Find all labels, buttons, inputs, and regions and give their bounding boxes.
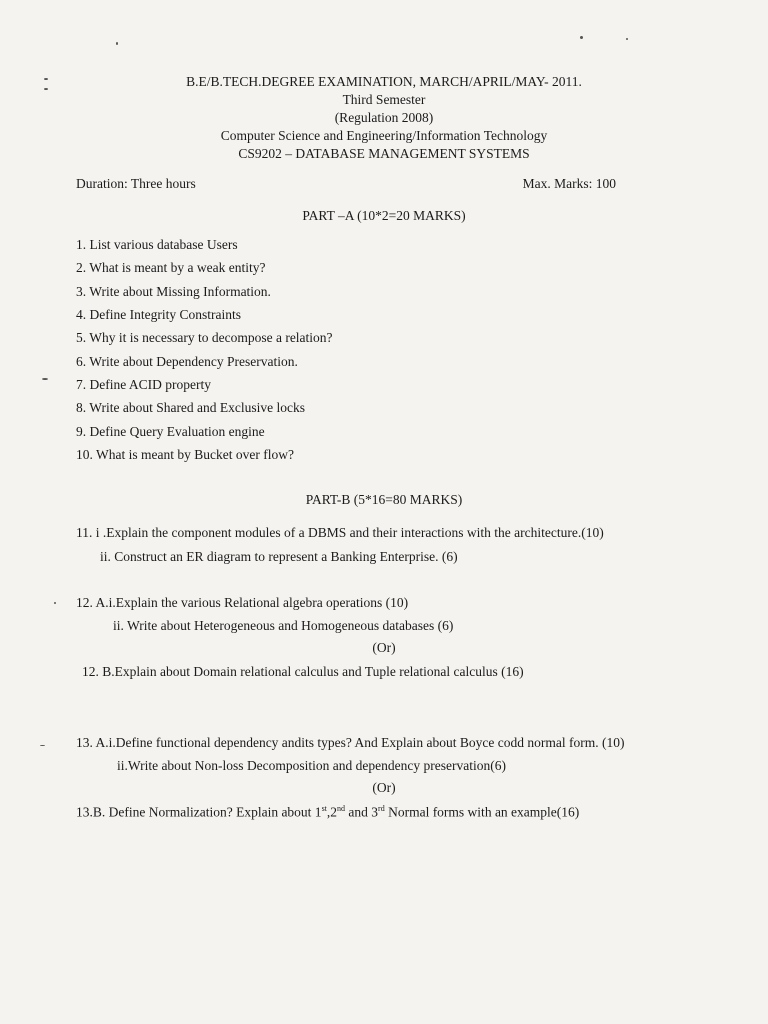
question-item: 1. List various database Users xyxy=(76,237,238,252)
or-separator: (Or) xyxy=(372,640,396,655)
exam-title: B.E/B.TECH.DEGREE EXAMINATION, MARCH/APRIL/MAY- 2011. xyxy=(186,74,582,89)
part-b-title: PART-B (5*16=80 MARKS) xyxy=(305,492,463,507)
scan-speck xyxy=(116,42,118,45)
question-item: 4. Define Integrity Constraints xyxy=(76,307,241,322)
scan-speck xyxy=(40,745,45,746)
question-13b-text: and 3 xyxy=(345,804,379,820)
question-item: 5. Why it is necessary to decompose a relation? xyxy=(76,330,333,345)
question-13b xyxy=(76,804,579,821)
scan-speck xyxy=(580,36,583,39)
superscript-rd: rd xyxy=(378,804,385,813)
scan-speck xyxy=(626,38,628,40)
question-11-ii: ii. Construct an ER diagram to represent a Banking Enterprise. (6) xyxy=(100,549,458,564)
regulation-line: (Regulation 2008) xyxy=(334,110,434,125)
question-item: 2. What is meant by a weak entity? xyxy=(76,260,266,275)
max-marks-label: Max. Marks: 100 xyxy=(522,176,616,191)
or-separator: (Or) xyxy=(372,780,396,795)
superscript-st: st xyxy=(321,804,327,813)
superscript-nd: nd xyxy=(337,804,346,813)
question-item: 9. Define Query Evaluation engine xyxy=(76,424,265,439)
question-13b-text: 13.B. Define Normalization? Explain about 1 xyxy=(76,804,322,820)
question-13a-ii: ii.Write about Non-loss Decomposition and dependency preservation(6) xyxy=(117,758,506,773)
scan-speck xyxy=(54,602,56,604)
question-item: 7. Define ACID property xyxy=(76,377,211,392)
question-item: 6. Write about Dependency Preservation. xyxy=(76,354,298,369)
question-11-i: 11. i .Explain the component modules of a DBMS and their interactions with the architecture.(10) xyxy=(76,525,604,540)
course-line: CS9202 – DATABASE MANAGEMENT SYSTEMS xyxy=(238,146,530,161)
question-12a-ii: ii. Write about Heterogeneous and Homogeneous databases (6) xyxy=(113,618,454,633)
semester-line: Third Semester xyxy=(342,92,426,107)
department-line: Computer Science and Engineering/Information Technology xyxy=(220,128,548,143)
question-item: 8. Write about Shared and Exclusive locks xyxy=(76,400,306,415)
question-13b-text: Normal forms with an example(16) xyxy=(384,804,580,820)
question-13b-text: ,2 xyxy=(326,804,338,820)
question-item: 3. Write about Missing Information. xyxy=(76,284,271,299)
scan-speck xyxy=(42,378,48,380)
question-13a-i: 13. A.i.Define functional dependency andits types? And Explain about Boyce codd normal form. (10) xyxy=(76,735,625,750)
question-12b: 12. B.Explain about Domain relational calculus and Tuple relational calculus (16) xyxy=(82,664,524,679)
duration-label: Duration: Three hours xyxy=(76,176,196,191)
question-item: 10. What is meant by Bucket over flow? xyxy=(76,447,294,462)
part-a-title: PART –A (10*2=20 MARKS) xyxy=(302,208,466,223)
question-12a-i: 12. A.i.Explain the various Relational algebra operations (10) xyxy=(76,595,409,610)
